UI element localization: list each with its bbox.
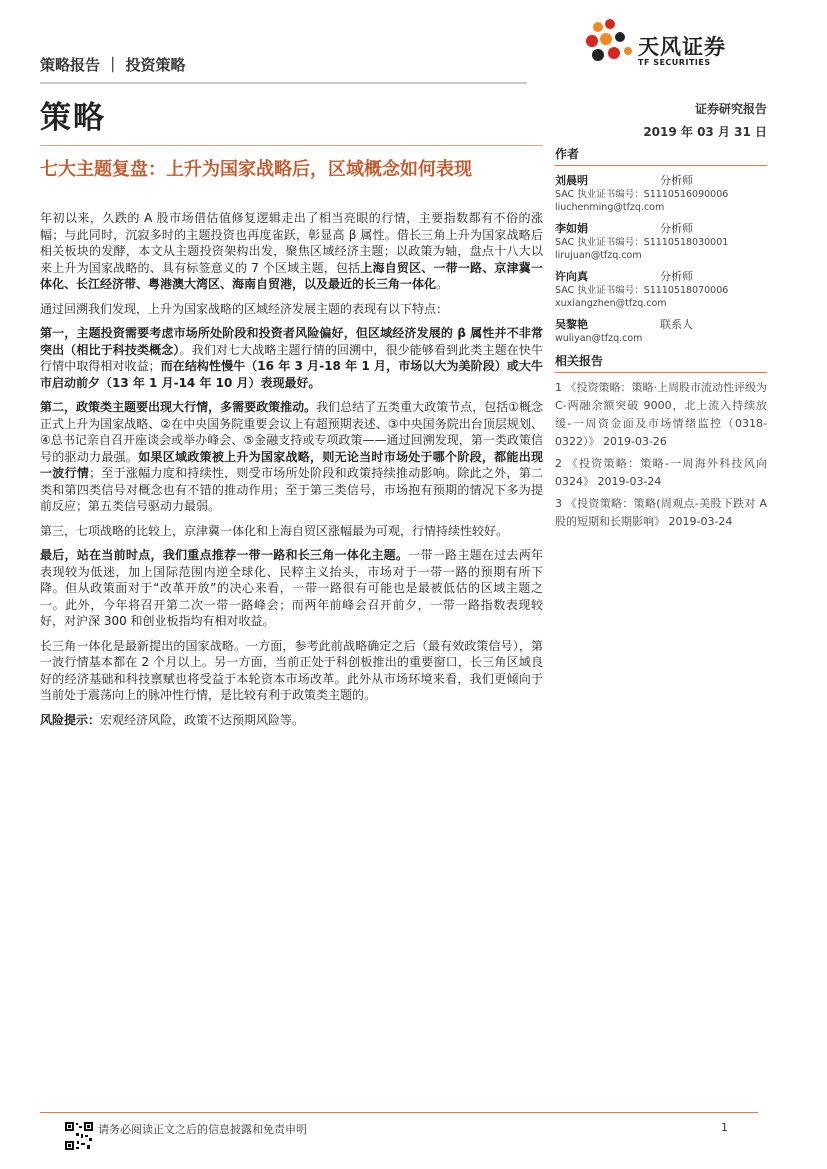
report-category: 策略报告 ｜ 投资策略: [40, 56, 186, 74]
author-name: 刘晨明: [555, 174, 588, 187]
header-divider: [40, 82, 527, 84]
logo-text-en: TF SECURITIES: [638, 58, 711, 67]
author-sac: SAC 执业证书编号：S1110516090006: [555, 189, 729, 200]
author-card: [555, 316, 767, 345]
author-email[interactable]: xuxiangzhen@tfzq.com: [555, 298, 667, 309]
author-role: 分析师: [660, 270, 693, 283]
subtitle-divider: [40, 145, 543, 146]
paragraph: 年初以来，久跌的 A 股市场借估值修复逻辑走出了相当亮眼的行情，主要指数都有不俗的涨幅；与此同时，沉寂多时的主题投资也再度雀跃，彰显高 β 属性。借长三角上升为国家战略后相关板块的发酵，本文从主题投资架构出发，聚焦区域经济主题；以政策为轴，盘点十八大以来上升为国家战略的、具有标签意义的 7 个区域主题，包括上海自贸区、一带一路、京津冀一体化、长江经济带、粤港澳大湾区、海南自贸港，以及最近的长三角一体化。: [40, 211, 543, 291]
report-type: 证券研究报告: [694, 102, 767, 116]
paragraph: 长三角一体化是最新提出的国家战略。一方面，参考此前战略确定之后（最有效政策信号），第一波行情基本都在 2 个月以上。另一方面，当前正处于科创板推出的重要窗口，长三角区域良好的经济基础和科技禀赋也将受益于本轮资本市场改革。此外从市场环境来看，我们更倾向于当前处于震荡向上的脉冲性行情，是比较有利于政策类主题的。: [40, 638, 543, 702]
page-title: 策略: [40, 100, 106, 136]
qr-code-icon: [64, 1121, 94, 1151]
author-email[interactable]: liuchenming@tfzq.com: [555, 202, 665, 213]
related-heading: 相关报告: [555, 352, 767, 373]
paragraph: 通过回溯我们发现，上升为国家战略的区域经济发展主题的表现有以下特点：: [40, 301, 449, 316]
author-email[interactable]: wuliyan@tfzq.com: [555, 333, 643, 344]
footer-divider: [40, 1112, 758, 1113]
logo-dot: [615, 32, 625, 42]
report-date: 2019 年 03 月 31 日: [643, 125, 767, 139]
author-role: 分析师: [660, 222, 693, 235]
author-sac: SAC 执业证书编号：S1110518030001: [555, 237, 729, 248]
logo-text-cn: 天风证券: [638, 35, 726, 59]
footer-disclaimer: 请务必阅读正文之后的信息披露和免责申明: [98, 1123, 307, 1136]
main-body: [40, 210, 543, 736]
author-name: 许向真: [555, 270, 588, 283]
related-report-link[interactable]: 3 《投资策略：策略(周观点-美股下跌对 A 股的短期和长期影响》 2019-03-24: [555, 497, 767, 528]
logo-dot: [586, 35, 598, 47]
report-subtitle: 七大主题复盘：上升为国家战略后，区域概念如何表现: [40, 159, 472, 180]
logo-dot: [608, 47, 620, 59]
logo-dot: [593, 22, 603, 32]
authors-panel: [555, 145, 767, 345]
logo-dot: [605, 19, 615, 29]
author-card: [555, 172, 767, 214]
risk-warning: 风险提示：宏观经济风险，政策不达预期风险等。: [40, 712, 305, 727]
page-number: 1: [721, 1121, 728, 1134]
paragraph: 第三，七项战略的比较上，京津冀一体化和上海自贸区涨幅最为可观，行情持续性较好。: [40, 523, 509, 538]
author-email[interactable]: lirujuan@tfzq.com: [555, 250, 642, 261]
author-sac: SAC 执业证书编号：S1110518070006: [555, 285, 729, 296]
author-role: 联系人: [660, 318, 693, 331]
author-card: [555, 268, 767, 310]
related-report-link[interactable]: 1 《投资策略：策略·上周股市流动性评级为 C-两融余额突破 9000，北上流入持续放缓-一周资金面及市场情绪监控（0318-0322）》 2019-03-26: [555, 381, 767, 448]
authors-heading: 作者: [555, 145, 767, 166]
related-report-link[interactable]: 2 《投资策略：策略-一周海外科技风向 0324》 2019-03-24: [555, 457, 767, 488]
paragraph: 第一，主题投资需要考虑市场所处阶段和投资者风险偏好，但区域经济发展的 β 属性并不非常突出（相比于科技类概念）。我们对七大战略主题行情的回溯中，很少能够看到此类主题在快牛行情中取得相对收益；而在结构性慢牛（16 年 3 月-18 年 1 月，市场以大为美阶段）或大牛市启动前夕（13 年 1 月-14 年 10 月）表现最好。: [40, 326, 543, 390]
author-card: [555, 220, 767, 262]
author-name: 吴黎艳: [555, 318, 588, 331]
related-reports-panel: [555, 352, 767, 535]
logo-dot: [600, 33, 612, 45]
logo-dot: [624, 47, 632, 55]
logo-dot: [592, 49, 604, 61]
author-role: 分析师: [660, 174, 693, 187]
paragraph: 最后，站在当前时点，我们重点推荐一带一路和长三角一体化主题。一带一路主题在过去两年表现较为低迷，加上国际范围内逆全球化、民粹主义抬头，市场对于一带一路的预期有所下降。但从政策面对于“改革开放”的决心来看，一带一路很有可能也是最被低估的区域主题之一。此外，今年将召开第二次一带一路峰会；而两年前峰会召开前夕，一带一路指数表现较好，对沪深 300 和创业板指均有相对收益。: [40, 548, 543, 628]
paragraph: 第二，政策类主题要出现大行情，多需要政策推动。我们总结了五类重大政策节点，包括①概念正式上升为国家战略、②在中央国务院重要会议上有超预期表述、③中央国务院出台顶层规划、④总书记亲自召开座谈会或举办峰会、⑤金融支持或专项政策——通过回溯发现，第一类政策信号的驱动力最强。如果区域政策被上升为国家战略，则无论当时市场处于哪个阶段，都能出现一波行情；至于涨幅力度和持续性，则受市场所处阶段和政策持续推动影响。除此之外，第二类和第四类信号对概念也有不错的推动作用；至于第三类信号，市场抱有预期的情况下多为提前反应；第五类信号驱动力最弱。: [40, 400, 543, 513]
author-name: 李如娟: [555, 222, 588, 235]
